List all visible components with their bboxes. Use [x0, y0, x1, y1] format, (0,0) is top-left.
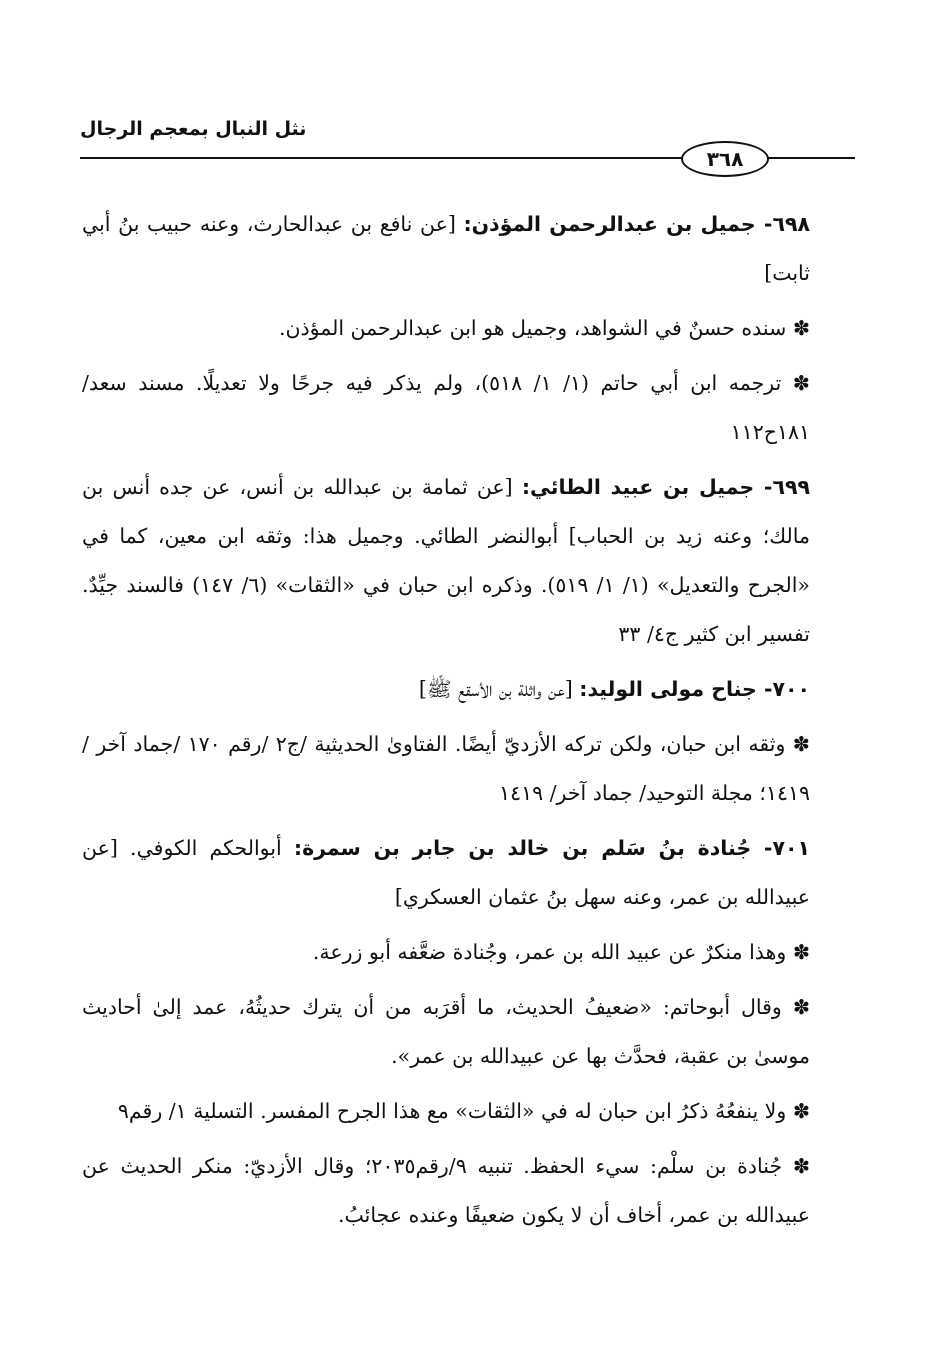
entry-699-body: [عن ثمامة بن عبدالله بن أنس، عن جده أنس بن مالك؛ وعنه زيد بن الحباب] أبوالنضر الطائي. وجميل هذا: وثقه ابن معين، كما في «الجرح والتعديل» (١/ ١/ ٥١٩). وذكره ابن حبان في «الثقات» (٦/ ١٤٧) فالسند جيِّدٌ. تفسير ابن كثير ج٤/ ٣٣ — [82, 475, 810, 646]
entry-701-note-3-text: ولا ينفعُهُ ذكرُ ابن حبان له في «الثقات» مع هذا الجرح المفسر. التسلية ١/ رقم٩ — [117, 1099, 787, 1123]
bullet-icon: ✽ — [792, 1099, 810, 1123]
bullet-icon: ✽ — [792, 732, 810, 756]
entry-698-title: ٦٩٨- جميل بن عبدالرحمن المؤذن: — [463, 212, 810, 236]
entry-700-note-1-text: وثقه ابن حبان، ولكن تركه الأزديّ أيضًا. الفتاوىٰ الحديثية /ج٢ /رقم ١٧٠ /جماد آخر /١٤١٩؛ مجلة التوحيد/ جماد آخر/ ١٤١٩ — [82, 732, 810, 805]
bullet-icon: ✽ — [792, 995, 810, 1019]
entry-701-note-1-text: وهذا منكرٌ عن عبيد الله بن عمر، وجُنادة ضعَّفه أبو زرعة. — [312, 940, 787, 964]
entry-701-note-3 — [82, 1087, 852, 1136]
bullet-icon: ✽ — [792, 371, 810, 395]
running-title: نثل النبال بمعجم الرجال — [80, 118, 307, 140]
entry-700-note-1 — [82, 720, 852, 818]
bullet-icon: ✽ — [792, 1154, 810, 1178]
entry-698-note-2 — [82, 359, 852, 457]
bullet-icon: ✽ — [792, 940, 810, 964]
entry-701-heading — [82, 824, 852, 922]
entry-701-note-1 — [82, 928, 852, 977]
entry-698-intro: [عن نافع بن عبدالحارث، وعنه حبيب بنُ أبي ثابت] — [82, 212, 810, 285]
entry-701-title: ٧٠١- جُنادة بنُ سَلم بن خالد بن جابر بن سمرة: — [293, 836, 810, 860]
page-number: ٣٦٨ — [681, 141, 769, 177]
entry-700-intro: [عن واثلة بن الأسقع ﷺ] — [418, 677, 573, 701]
bullet-icon: ✽ — [792, 316, 810, 340]
entry-701-note-2-text: وقال أبوحاتم: «ضعيفُ الحديث، ما أقرَبه من أن يترك حديثُهُ، عمد إلىٰ أحاديث موسىٰ بن عقبة، فحدَّث بها عن عبيدالله بن عمر». — [82, 995, 810, 1068]
entry-701-note-4 — [82, 1142, 852, 1240]
entry-698-note-2-text: ترجمه ابن أبي حاتم (١/ ١/ ٥١٨)، ولم يذكر فيه جرحًا ولا تعديلًا. مسند سعد/ ١٨١ح١١٢ — [82, 371, 810, 444]
page-body — [82, 200, 852, 1240]
entry-698-note-1-text: سنده حسنٌ في الشواهد، وجميل هو ابن عبدالرحمن المؤذن. — [278, 316, 787, 340]
entry-700-title: ٧٠٠- جناح مولى الوليد: — [579, 677, 810, 701]
entry-699-title: ٦٩٩- جميل بن عبيد الطائي: — [521, 475, 810, 499]
entry-698-heading — [82, 200, 852, 298]
entry-698-note-1 — [82, 304, 852, 353]
entry-701-note-2 — [82, 983, 852, 1081]
entry-700-heading — [82, 665, 852, 714]
entry-701-intro: أبوالحكم الكوفي. [عن عبيدالله بن عمر، وعنه سهل بنُ عثمان العسكري] — [82, 836, 810, 909]
entry-699 — [82, 463, 852, 659]
entry-701-note-4-text: جُنادة بن سلْم: سيء الحفظ. تنبيه ٩/رقم٢٠٣٥؛ وقال الأزديّ: منكر الحديث عن عبيدالله بن عمر، أخاف أن لا يكون ضعيفًا وعنده عجائبُ. — [82, 1154, 810, 1227]
